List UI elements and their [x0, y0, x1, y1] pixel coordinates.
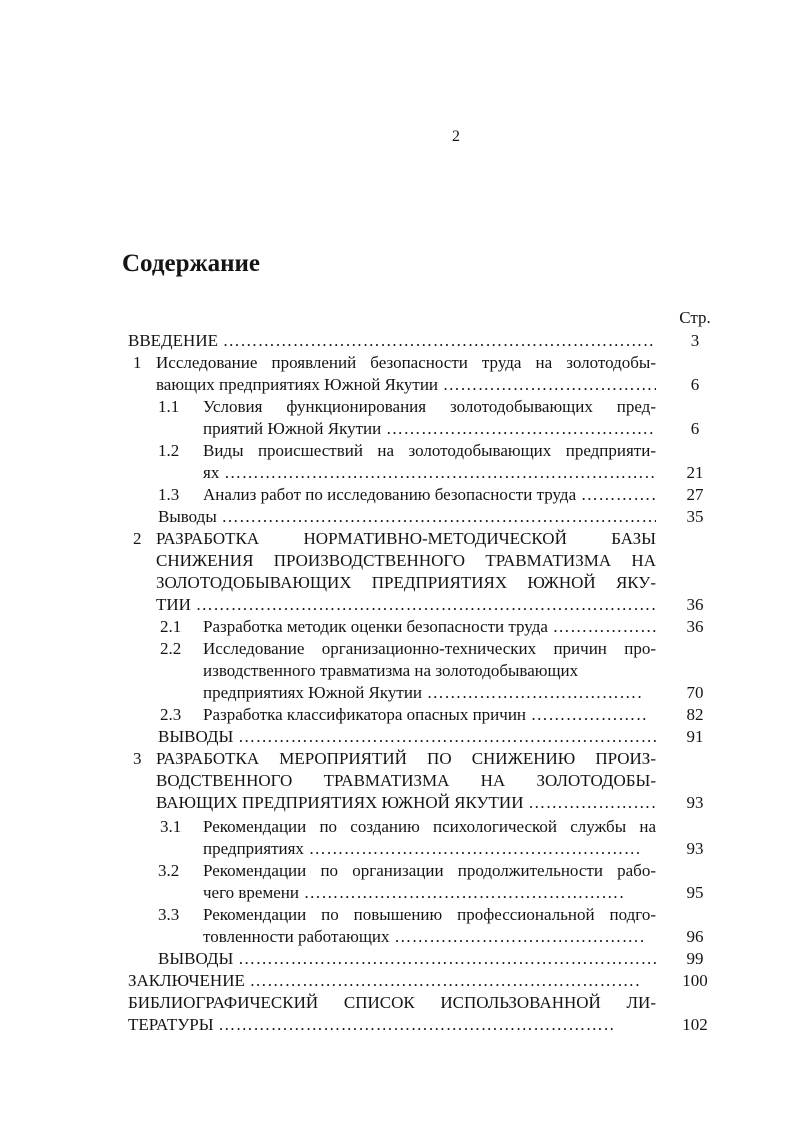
- toc-entry-text: Анализ работ по исследованию безопасности труда ……………………………………………………………………………………………………………………………………………………: [203, 484, 656, 506]
- toc-entry-text: Исследование проявлений безопасности труда на золотодобы-: [156, 353, 656, 372]
- toc-page-number: 99: [686, 949, 704, 968]
- toc-entry-text: изводственного травматизма на золотодобывающих: [203, 661, 579, 680]
- section-number: 2.3: [160, 705, 182, 724]
- toc-entry-text: товленности работающих ……………………………………………………………………………………………………………………………………………………: [203, 926, 643, 948]
- toc-page-number: 102: [682, 1015, 708, 1034]
- toc-entry-text: РАЗРАБОТКА НОРМАТИВНО-МЕТОДИЧЕСКОЙ БАЗЫ: [156, 529, 656, 548]
- toc-entry-text: ЗАКЛЮЧЕНИЕ ……………………………………………………………………………………………………………………………………………………: [128, 970, 640, 992]
- section-number: 3.3: [158, 905, 180, 924]
- toc-entry-text: Рекомендации по организации продолжительности рабо-: [203, 861, 656, 880]
- section-number: 3.2: [158, 861, 180, 880]
- section-number: 2.1: [160, 617, 182, 636]
- section-number: 1.3: [158, 485, 180, 504]
- toc-entry-text: ВЫВОДЫ ……………………………………………………………………………………………………………………………………………………: [158, 726, 656, 748]
- toc-entry-text: Разработка методик оценки безопасности труда ……………………………………………………………………………………………………………………………………………………: [203, 616, 656, 638]
- toc-page-number: 36: [686, 595, 704, 614]
- section-number: 3.1: [160, 817, 182, 836]
- toc-entry-text: РАЗРАБОТКА МЕРОПРИЯТИЙ ПО СНИЖЕНИЮ ПРОИЗ-: [156, 749, 656, 768]
- toc-entry-text: Исследование организационно-технических причин про-: [203, 639, 656, 658]
- toc-page-number: 21: [686, 463, 704, 482]
- toc-page-number: 35: [686, 507, 704, 526]
- toc-page-number: 36: [686, 617, 704, 636]
- toc-page-number: 6: [690, 375, 700, 394]
- toc-page-number: 95: [686, 883, 704, 902]
- page-column-header: Стр.: [679, 308, 711, 327]
- toc-page-number: 91: [686, 727, 704, 746]
- toc-entry-text: вающих предприятиях Южной Якутии ……………………………………………………………………………………………………………………………………………………: [156, 374, 656, 396]
- toc-entry-text: ВАЮЩИХ ПРЕДПРИЯТИЯХ ЮЖНОЙ ЯКУТИИ ……………………………………………………………………………………………………………………………………………………: [156, 792, 656, 814]
- section-number: 2.2: [160, 639, 182, 658]
- toc-entry-text: Рекомендации по повышению профессиональной подго-: [203, 905, 656, 924]
- toc-entry-text: ВОДСТВЕННОГО ТРАВМАТИЗМА НА ЗОЛОТОДОБЫ-: [156, 771, 656, 790]
- toc-entry-text: ЗОЛОТОДОБЫВАЮЩИХ ПРЕДПРИЯТИЯХ ЮЖНОЙ ЯКУ-: [156, 573, 656, 592]
- toc-entry-text: ТИИ ……………………………………………………………………………………………………………………………………………………: [156, 594, 656, 616]
- toc-entry-text: Выводы ……………………………………………………………………………………………………………………………………………………: [158, 506, 656, 528]
- page-title: Содержание: [122, 250, 261, 277]
- toc-page-number: 93: [686, 839, 704, 858]
- toc-page-number: 3: [690, 331, 700, 350]
- toc-entry-text: СНИЖЕНИЯ ПРОИЗВОДСТВЕННОГО ТРАВМАТИЗМА НА: [156, 551, 656, 570]
- toc-page-number: 27: [686, 485, 704, 504]
- section-number: 1.2: [158, 441, 180, 460]
- page-number: 2: [452, 128, 460, 145]
- toc-entry-text: предприятиях Южной Якутии ……………………………………………………………………………………………………………………………………………………: [203, 682, 643, 704]
- toc-entry-text: ях ……………………………………………………………………………………………………………………………………………………: [203, 462, 656, 484]
- toc-page-number: 100: [682, 971, 708, 990]
- toc-entry-text: Разработка классификатора опасных причин ……………………………………………………………………………………………………………………………………………………: [203, 704, 648, 726]
- toc-page-number: 70: [686, 683, 704, 702]
- toc-page-number: 96: [686, 927, 704, 946]
- toc-entry-text: БИБЛИОГРАФИЧЕСКИЙ СПИСОК ИСПОЛЬЗОВАННОЙ ЛИ-: [128, 993, 656, 1012]
- toc-entry-text: ВВЕДЕНИЕ ……………………………………………………………………………………………………………………………………………………: [128, 330, 656, 352]
- toc-entry-text: ВЫВОДЫ ……………………………………………………………………………………………………………………………………………………: [158, 948, 656, 970]
- toc-entry-text: ТЕРАТУРЫ ……………………………………………………………………………………………………………………………………………………: [128, 1014, 616, 1036]
- toc-page-number: 82: [686, 705, 704, 724]
- chapter-number: 3: [133, 749, 142, 768]
- section-number: 1.1: [158, 397, 180, 416]
- toc-page-number: 6: [690, 419, 700, 438]
- chapter-number: 1: [133, 353, 142, 372]
- toc-entry-text: Условия функционирования золотодобывающих пред-: [203, 397, 656, 416]
- toc-entry-text: чего времени ……………………………………………………………………………………………………………………………………………………: [203, 882, 623, 904]
- toc-entry-text: предприятиях ……………………………………………………………………………………………………………………………………………………: [203, 838, 643, 860]
- toc-entry-text: приятий Южной Якутии ……………………………………………………………………………………………………………………………………………………: [203, 418, 656, 440]
- toc-entry-text: Рекомендации по созданию психологической службы на: [203, 817, 656, 836]
- chapter-number: 2: [133, 529, 142, 548]
- toc-entry-text: Виды происшествий на золотодобывающих предприяти-: [203, 441, 656, 460]
- toc-page-number: 93: [686, 793, 704, 812]
